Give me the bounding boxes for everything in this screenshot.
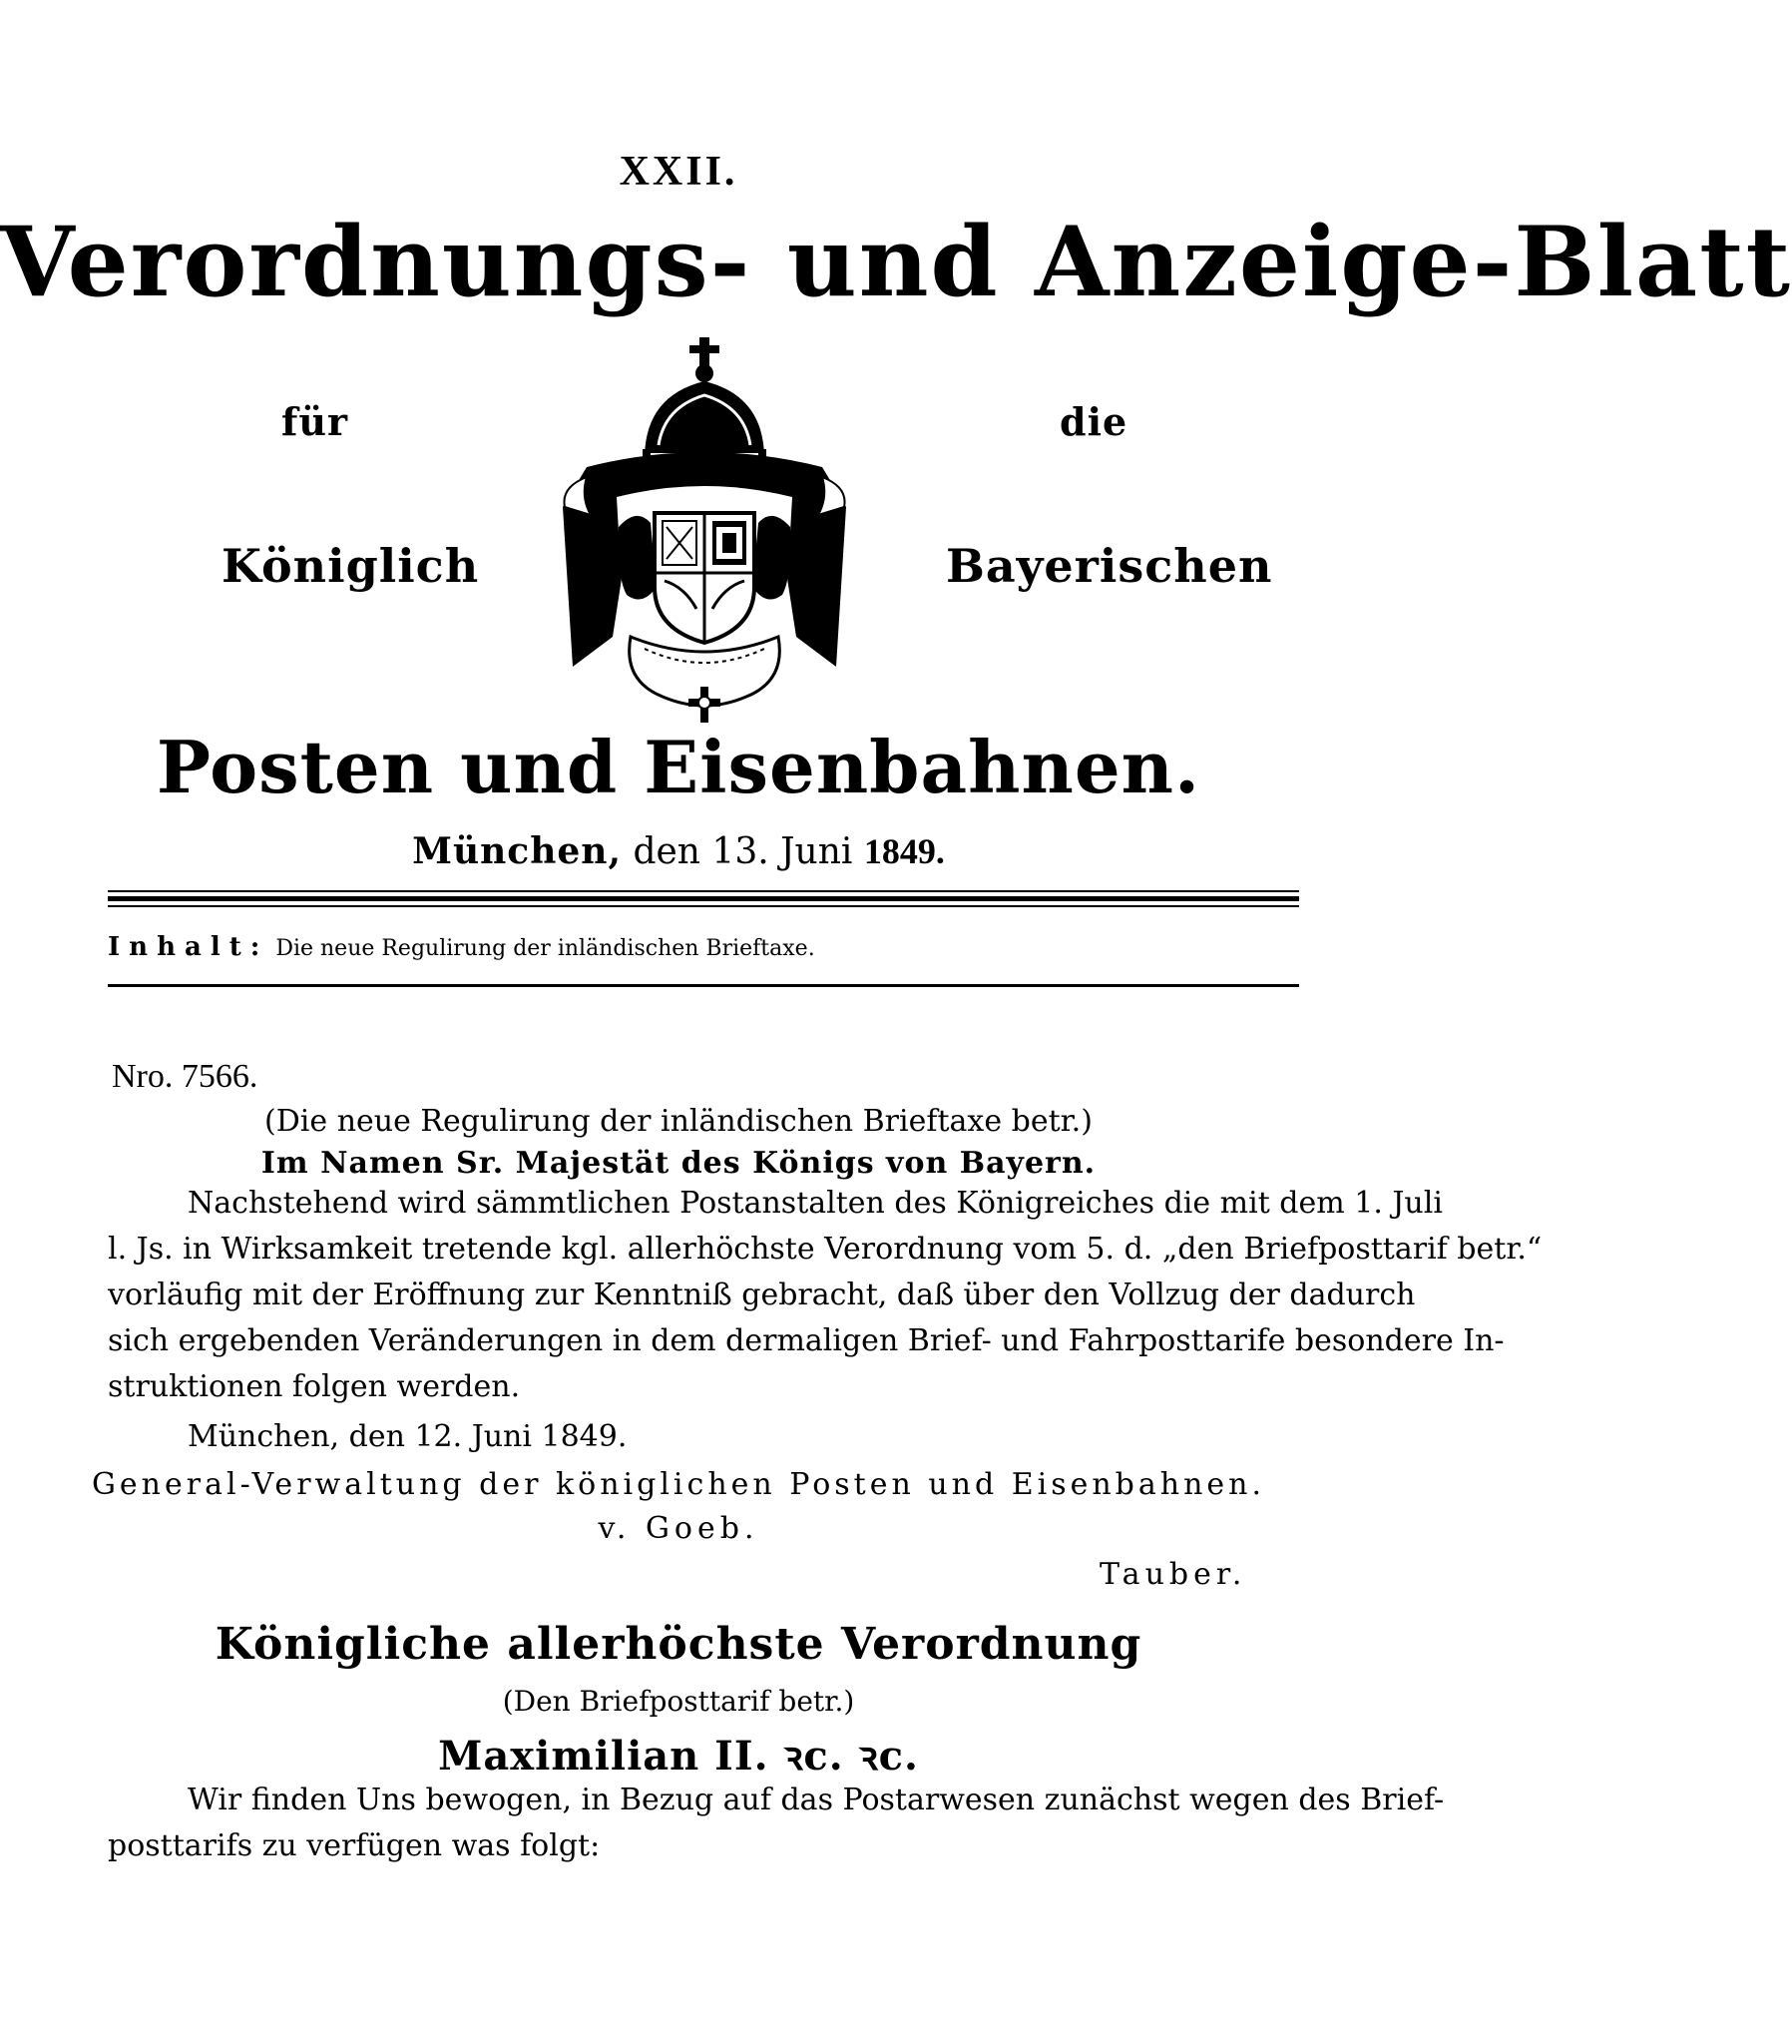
decree-king-name: Maximilian II. ꝛc. ꝛc. xyxy=(438,1733,919,1780)
decree-paragraph-line: Wir finden Uns bewogen, in Bezug auf das Postarwesen zunächst wegen des Brief- xyxy=(188,1783,1445,1817)
masthead-subtitle: Posten und Eisenbahnen. xyxy=(156,725,1201,809)
decree-reference: (Den Briefposttarif betr.) xyxy=(502,1685,855,1718)
issue-number: XXII. xyxy=(619,149,738,195)
coat-of-arms-icon xyxy=(547,337,862,729)
decree-paragraph-line: posttarifs zu verfügen was folgt: xyxy=(108,1828,601,1863)
dateline-date: den 13. Juni xyxy=(622,831,864,872)
masthead-word-die: die xyxy=(1060,399,1128,444)
header-rule-thick xyxy=(108,896,1299,901)
dateline-year: 1849. xyxy=(863,831,945,871)
notice-paragraph-line: l. Js. in Wirksamkeit tretende kgl. allerhöchste Verordnung vom 5. d. „den Briefposttarif betr.“ xyxy=(108,1232,1543,1267)
header-rule-thin xyxy=(108,890,1299,892)
notice-paragraph-line: sich ergebenden Veränderungen in dem dermaligen Brief- und Fahrposttarife besondere In- xyxy=(108,1323,1505,1358)
notice-signature-goeb: v. Goeb. xyxy=(598,1511,759,1546)
notice-paragraph-line: vorläufig mit der Eröffnung zur Kenntniß gebracht, daß über den Vollzug der dadurch xyxy=(108,1278,1416,1312)
masthead-word-koeniglich: Königlich xyxy=(222,539,480,593)
contents-rule xyxy=(108,984,1299,987)
masthead-title: Verordnungs- und Anzeige-Blatt xyxy=(0,206,1792,318)
notice-authority: General-Verwaltung der königlichen Posten und Eisenbahnen. xyxy=(91,1467,1266,1502)
contents-line xyxy=(108,932,815,962)
masthead-word-fuer: für xyxy=(281,399,348,444)
masthead-word-bayerischen: Bayerischen xyxy=(946,539,1273,593)
notice-date: München, den 12. Juni 1849. xyxy=(188,1419,628,1454)
header-rule-thin-lower xyxy=(108,905,1299,907)
notice-paragraph-line: Nachstehend wird sämmtlichen Postanstalten des Königreiches die mit dem 1. Juli xyxy=(188,1186,1443,1221)
decree-title: Königliche allerhöchste Verordnung xyxy=(215,1619,1142,1670)
contents-text: Die neue Regulirung der inländischen Brieftaxe. xyxy=(275,936,815,961)
notice-subject: (Die neue Regulirung der inländischen Brieftaxe betr.) xyxy=(264,1104,1093,1139)
notice-number: Nro. 7566. xyxy=(112,1058,258,1095)
notice-in-the-name: Im Namen Sr. Majestät des Königs von Bayern. xyxy=(260,1146,1097,1181)
notice-paragraph-line: struktionen folgen werden. xyxy=(108,1369,521,1404)
notice-signature-tauber: Tauber. xyxy=(1100,1557,1247,1592)
dateline-city: München, xyxy=(412,830,622,872)
contents-label: Inhalt: xyxy=(108,932,269,962)
issue-dateline xyxy=(0,830,1357,872)
